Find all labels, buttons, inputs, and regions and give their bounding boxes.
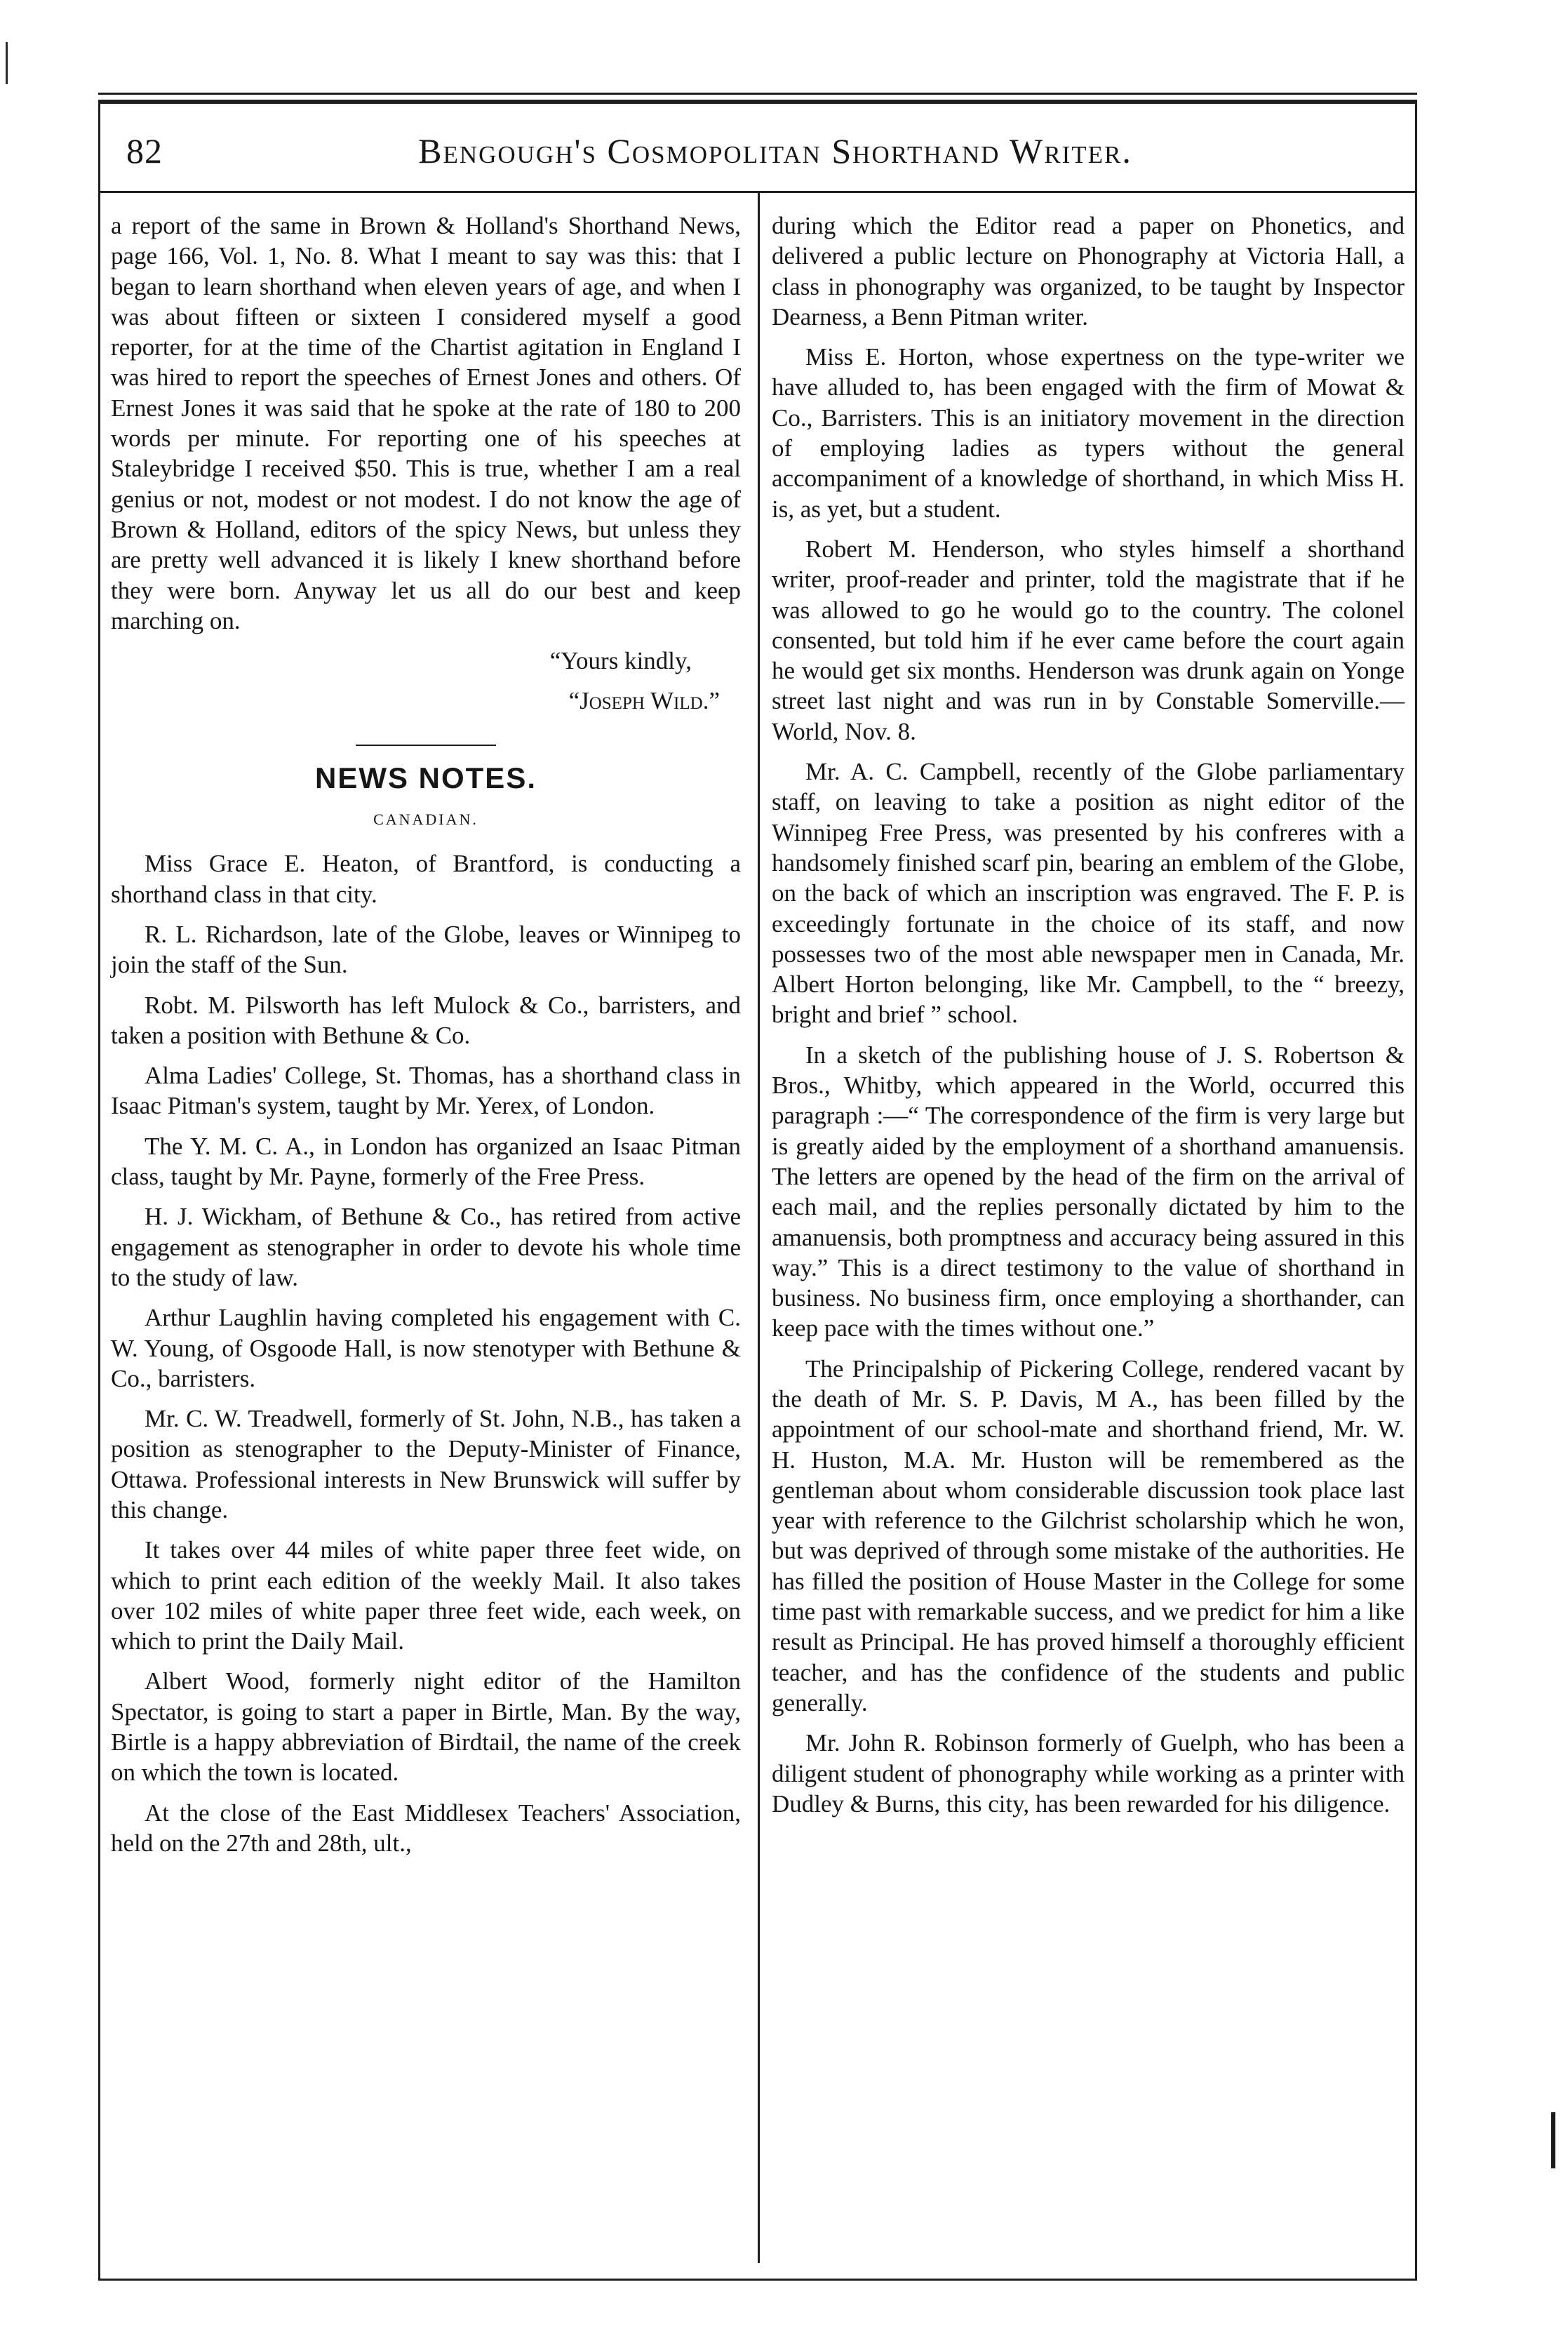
news-item: The Y. M. C. A., in London has organized an Isaac Pitman class, taught by Mr. Payne, formerly of the Free Press. (111, 1132, 741, 1191)
news-item: Miss E. Horton, whose expertness on the type-writer we have alluded to, has been engaged with the firm of Mowat & Co., Barristers. This is an initiatory movement in the direction of employing ladies as typers without the general accompaniment of a knowledge of shorthand, in which Miss H. is, as yet, but a student. (772, 343, 1405, 523)
page-header (126, 119, 1396, 182)
right-column (772, 211, 1405, 1829)
section-subtitle: CANADIAN. (373, 811, 478, 829)
news-item: Robt. M. Pilsworth has left Mulock & Co., barristers, and taken a position with Bethune & Co. (111, 991, 741, 1049)
section-title: NEWS NOTES. (314, 761, 537, 794)
news-item: Alma Ladies' College, St. Thomas, has a shorthand class in Isaac Pitman's system, taught by Mr. Yerex, of London. (111, 1062, 741, 1120)
running-title: Bengough's Cosmopolitan Shorthand Writer. (418, 131, 1132, 171)
left-column (111, 211, 741, 1868)
news-item: In a sketch of the publishing house of J. S. Robertson & Bros., Whitby, which appeared in the World, occurred this paragraph :—“ The correspondence of the firm is very large but is greatly aided by the employment of a shorthand amanuensis. The letters are opened by the head of the firm on the arrival of each mail, and the replies personally dictated by him to the amanuensis, both promptness and accuracy being assured in this way.” This is a direct testimony to the value of shorthand in business. No business firm, once employing a shorthander, can keep pace with the times without one.” (772, 1041, 1405, 1342)
news-item: Robert M. Henderson, who styles himself a shorthand writer, proof-reader and printer, told the magistrate that if he was allowed to go he would go to the country. The colonel consented, but told him if he ever came before the court again he would get six months. Henderson was drunk again on Yonge street last night and was run in by Constable Somerville.— World, Nov. 8. (772, 535, 1405, 745)
letter-continuation: a report of the same in Brown & Holland's Shorthand News, page 166, Vol. 1, No. 8. What I meant to say was this: that I began to learn shorthand when eleven years of age, and when I was about fifteen or sixteen I considered myself a good reporter, for at the time of the Chartist agitation in England I was hired to report the speeches of Ernest Jones and others. Of Ernest Jones it was said that he spoke at the rate of 180 to 200 words per minute. For reporting one of his speeches at Staleybridge I received $50. This is true, whether I am a real genius or not, modest or not modest. I do not know the age of Brown & Holland, editors of the spicy News, but unless they are pretty well advanced it is likely I knew shorthand before they were born. Anyway let us all do our best and keep marching on. (111, 212, 741, 634)
letter-closing: “Yours kindly, (549, 647, 692, 675)
news-item: The Principalship of Pickering College, rendered vacant by the death of Mr. S. P. Davis, M A., has been filled by the appointment of our school-mate and shorthand friend, Mr. W. H. Huston, M.A. Mr. Huston will be remembered as the gentleman about whom considerable discussion took place last year with reference to the Gilchrist scholarship which he won, but was deprived of through some mistake of the authorities. He has filled the position of House Master in the College for some time past with remarkable success, and we predict for him a like result as Principal. He has proved himself a thoroughly efficient teacher, and has the confidence of the students and public generally. (772, 1354, 1405, 1716)
news-item: Miss Grace E. Heaton, of Brantford, is conducting a shorthand class in that city. (111, 850, 741, 908)
news-item: R. L. Richardson, late of the Globe, leaves or Winnipeg to join the staff of the Sun. (111, 920, 741, 979)
news-item: Mr. C. W. Treadwell, formerly of St. John, N.B., has taken a position as stenographer to the Deputy-Minister of Finance, Ottawa. Professional interests in New Brunswick will suffer by this change. (111, 1405, 741, 1523)
news-item: Albert Wood, formerly night editor of the Hamilton Spectator, is going to start a paper in Birtle, Man. By the way, Birtle is a happy abbreviation of Birdtail, the name of the creek on which the town is located. (111, 1667, 741, 1787)
news-item: H. J. Wickham, of Bethune & Co., has retired from active engagement as stenographer in order to devote his whole time to the study of law. (111, 1203, 741, 1291)
news-item: It takes over 44 miles of white paper three feet wide, on which to print each edition of the weekly Mail. It also takes over 102 miles of white paper three feet wide, each week, on which to print the Daily Mail. (111, 1536, 741, 1655)
letter-signature: “Joseph Wild.” (568, 687, 720, 715)
news-item: Mr. John R. Robinson formerly of Guelph, who has been a diligent student of phonography while working as a printer with Dudley & Burns, this city, has been rewarded for his diligence. (772, 1729, 1405, 1818)
news-item: Arthur Laughlin having completed his engagement with C. W. Young, of Osgoode Hall, is now stenotyper with Bethune & Co., barristers. (111, 1304, 741, 1392)
scan-edge-mark (6, 42, 8, 84)
news-item: At the close of the East Middlesex Teachers' Association, held on the 27th and 28th, ult., (111, 1799, 741, 1857)
page-number: 82 (126, 131, 163, 171)
bottom-rule (98, 2279, 1417, 2281)
column-divider (758, 193, 760, 2263)
top-rule (98, 93, 1417, 95)
scan-edge-mark (1551, 2112, 1555, 2168)
news-item: during which the Editor read a paper on Phonetics, and delivered a public lecture on Phonography at Victoria Hall, a class in phonography was organized, to be taught by Inspector Dearness, a Benn Pitman writer. (772, 212, 1405, 331)
section-divider (356, 745, 496, 746)
news-item: Mr. A. C. Campbell, recently of the Globe parliamentary staff, on leaving to take a position as night editor of the Winnipeg Free Press, was presented by his confreres with a handsomely finished scarf pin, bearing an emblem of the Globe, on the back of which an inscription was engraved. The F. P. is exceedingly fortunate in the choice of its staff, and now possesses two of the most able newspaper men in Canada, Mr. Albert Horton belonging, like Mr. Campbell, to the “ breezy, bright and brief ” school. (772, 758, 1405, 1029)
